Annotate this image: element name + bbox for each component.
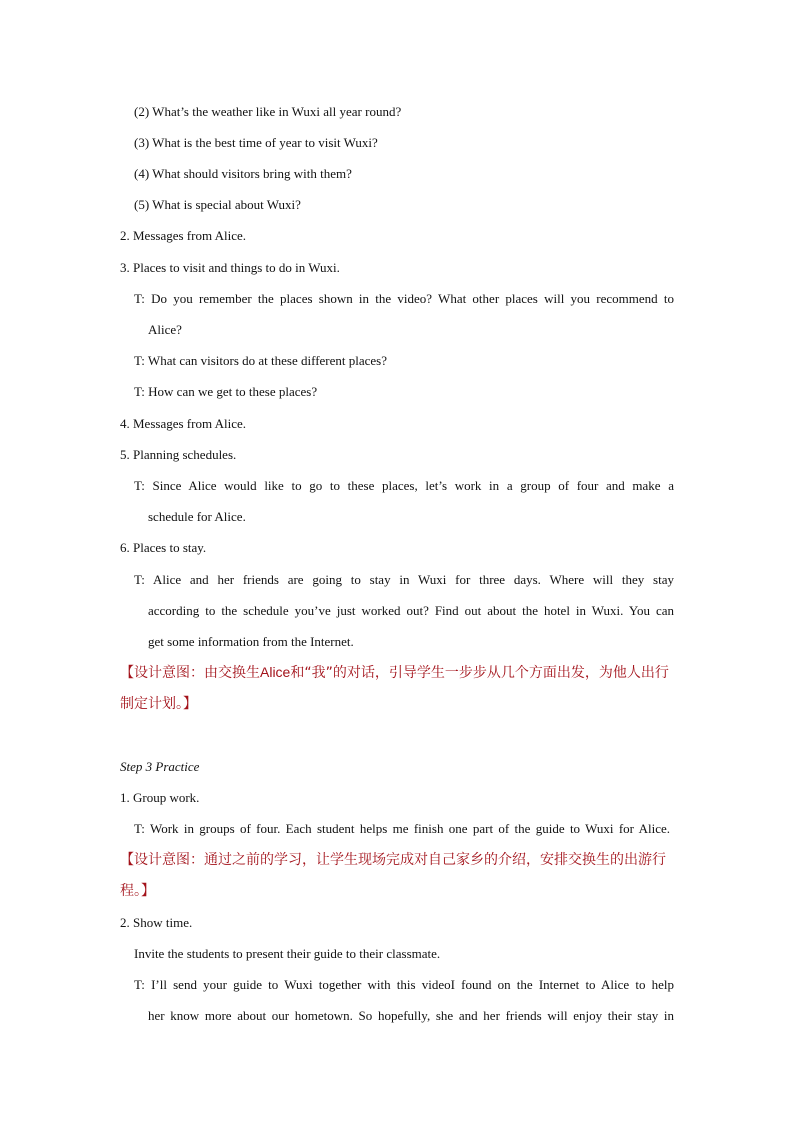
teacher-line-6-2: according to the schedule you’ve just worked out? Find out about the hotel in Wuxi. You can — [148, 603, 674, 618]
list-item-6: 6. Places to stay. — [120, 540, 207, 555]
teacher-line-3b: T: What can visitors do at these different places? — [134, 353, 388, 368]
teacher-line-3a-1: T: Do you remember the places shown in the video? What other places will you recommend to — [134, 291, 674, 306]
note-1-alice: Alice — [260, 664, 291, 680]
practice-teacher-line-1: T: Work in groups of four. Each student helps me finish one part of the guide to Wuxi for Alice. — [134, 821, 670, 836]
practice-instruction: Invite the students to present their guide to their classmate. — [134, 946, 441, 961]
practice-item-1: 1. Group work. — [120, 790, 200, 805]
practice-teacher-line-2a: T: I’ll send your guide to Wuxi together with this videoI found on the Internet to Alice to help — [134, 977, 674, 992]
teacher-line-3a-2: Alice? — [148, 322, 182, 337]
question-2: (2) What’s the weather like in Wuxi all year round? — [134, 104, 402, 119]
list-item-5: 5. Planning schedules. — [120, 447, 237, 462]
design-intent-note-1 — [120, 657, 676, 720]
list-item-3: 3. Places to visit and things to do in Wuxi. — [120, 260, 340, 275]
practice-item-2: 2. Show time. — [120, 915, 193, 930]
question-3: (3) What is the best time of year to visit Wuxi? — [134, 135, 378, 150]
note-1-part-b: 和“我”的对话，引导学生一步步从几个方面出发，为他人出行制定计划。】 — [120, 665, 669, 712]
note-1-part-a: 【设计意图：由交换生 — [120, 665, 260, 681]
teacher-line-6-3: get some information from the Internet. — [148, 634, 354, 649]
list-item-2: 2. Messages from Alice. — [120, 228, 247, 243]
question-4: (4) What should visitors bring with them? — [134, 166, 352, 181]
list-item-4: 4. Messages from Alice. — [120, 416, 247, 431]
design-intent-note-2: 【设计意图：通过之前的学习，让学生现场完成对自己家乡的介绍，安排交换生的出游行程。】 — [120, 852, 666, 899]
practice-teacher-line-2b: her know more about our hometown. So hopefully, she and her friends will enjoy their stay in — [148, 1008, 674, 1023]
teacher-line-6-1: T: Alice and her friends are going to stay in Wuxi for three days. Where will they stay — [134, 572, 674, 587]
teacher-line-5-1: T: Since Alice would like to go to these places, let’s work in a group of four and make a — [134, 478, 674, 493]
step-3-heading: Step 3 Practice — [120, 759, 200, 774]
teacher-line-5-2: schedule for Alice. — [148, 509, 246, 524]
question-5: (5) What is special about Wuxi? — [134, 197, 301, 212]
teacher-line-3c: T: How can we get to these places? — [134, 384, 318, 399]
